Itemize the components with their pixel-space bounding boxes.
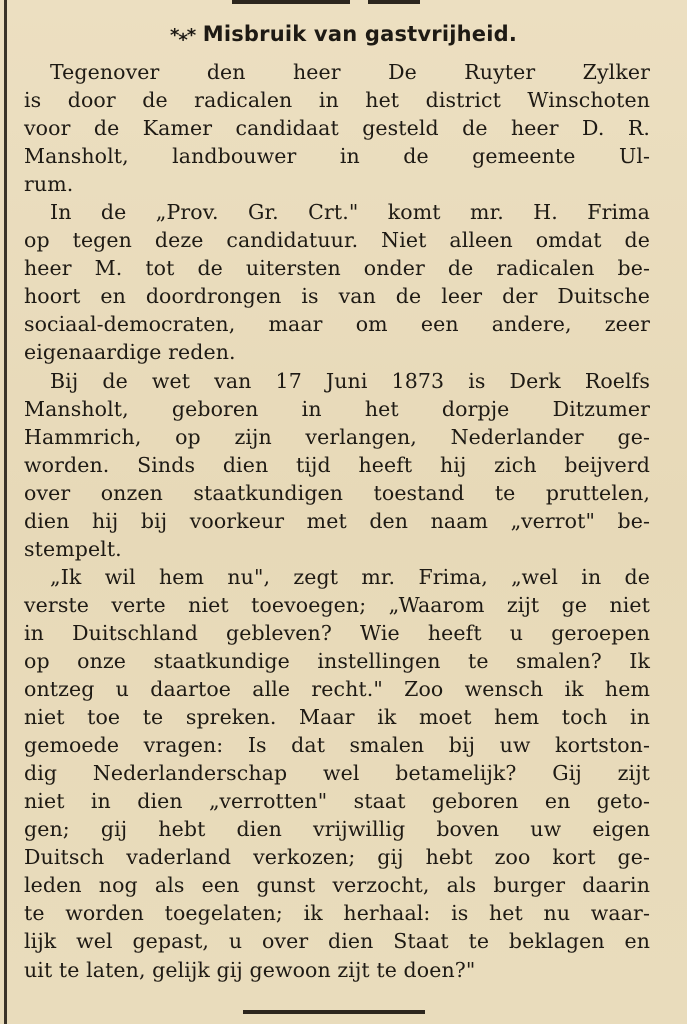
- text-line: op onze staatkundige instellingen te smalen? Ik: [24, 648, 650, 673]
- text-line: „Ik wil hem nu", zegt mr. Frima, „wel in de: [50, 564, 650, 589]
- paragraph: [24, 367, 650, 563]
- text-line: Bij de wet van 17 Juni 1873 is Derk Roelfs: [50, 368, 650, 393]
- paragraph: [24, 58, 650, 198]
- top-divider-rule: [232, 0, 350, 4]
- text-line: sociaal-democraten, maar om een andere, zeer: [24, 312, 650, 337]
- text-line: dig Nederlanderschap wel betamelijk? Gij zijt: [24, 761, 650, 786]
- paragraph: [24, 563, 650, 984]
- text-line: dien hij bij voorkeur met den naam „verrot" be-: [24, 508, 650, 533]
- article-body: [24, 58, 650, 984]
- text-line: heer M. tot de uitersten onder de radicalen be-: [24, 256, 650, 281]
- text-line: lijk wel gepast, u over dien Staat te beklagen en: [24, 929, 650, 954]
- text-line: In de „Prov. Gr. Crt." komt mr. H. Frima: [50, 200, 650, 225]
- text-line: is door de radicalen in het district Winschoten: [24, 88, 650, 113]
- text-line: gen; gij hebt dien vrijwillig boven uw eigen: [24, 817, 650, 842]
- text-line: Hammrich, op zijn verlangen, Nederlander ge-: [24, 424, 650, 449]
- text-line: leden nog als een gunst verzocht, als burger daarin: [24, 873, 650, 898]
- text-line: gemoede vragen: Is dat smalen bij uw kortston-: [24, 733, 650, 758]
- paragraph: [24, 198, 650, 366]
- headline-title: Misbruik van gastvrijheid.: [202, 22, 518, 46]
- asterism-icon: *⁎*: [169, 25, 196, 46]
- bottom-divider-rule: [243, 1010, 425, 1014]
- text-line: niet toe te spreken. Maar ik moet hem toch in: [24, 705, 650, 730]
- text-line: uit te laten, gelijk gij gewoon zijt te doen?": [24, 957, 476, 982]
- article-headline: [0, 22, 687, 46]
- text-line: niet in dien „verrotten" staat geboren en geto-: [24, 789, 650, 814]
- text-line: over onzen staatkundigen toestand te pruttelen,: [24, 480, 650, 505]
- text-line: hoort en doordrongen is van de leer der Duitsche: [24, 284, 650, 309]
- text-line: Duitsch vaderland verkozen; gij hebt zoo kort ge-: [24, 845, 650, 870]
- column-rule-left: [4, 0, 7, 1024]
- text-line: voor de Kamer candidaat gesteld de heer D. R.: [24, 116, 650, 141]
- text-line: stempelt.: [24, 536, 122, 561]
- text-line: te worden toegelaten; ik herhaal: is het nu waar-: [24, 901, 650, 926]
- text-line: worden. Sinds dien tijd heeft hij zich beijverd: [24, 452, 650, 477]
- text-line: verste verte niet toevoegen; „Waarom zijt ge niet: [24, 592, 650, 617]
- text-line: op tegen deze candidatuur. Niet alleen omdat de: [24, 228, 650, 253]
- text-line: ontzeg u daartoe alle recht." Zoo wensch ik hem: [24, 677, 650, 702]
- text-line: rum.: [24, 172, 74, 197]
- text-line: Tegenover den heer De Ruyter Zylker: [50, 60, 650, 84]
- top-divider-rule-short: [368, 0, 420, 4]
- text-line: eigenaardige reden.: [24, 340, 236, 365]
- text-line: in Duitschland gebleven? Wie heeft u geroepen: [24, 620, 650, 645]
- text-line: Mansholt, landbouwer in de gemeente Ul-: [24, 144, 650, 169]
- text-line: Mansholt, geboren in het dorpje Ditzumer: [24, 396, 650, 421]
